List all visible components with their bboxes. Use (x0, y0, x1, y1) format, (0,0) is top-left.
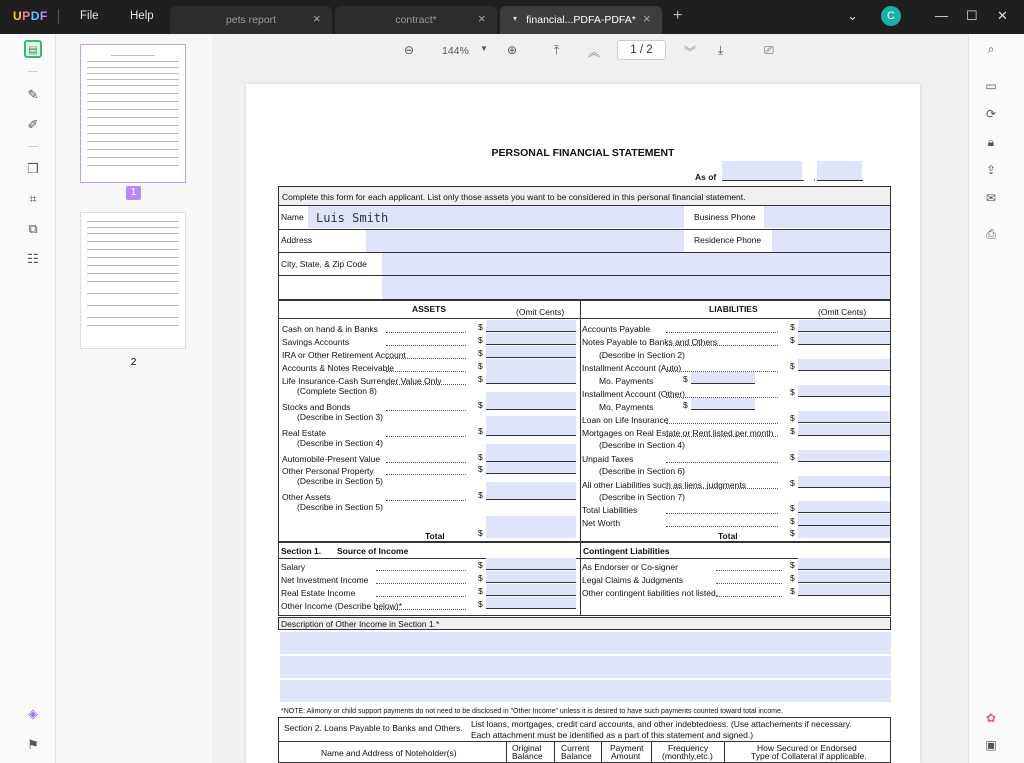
col-current: Current (561, 743, 590, 753)
liability-4: Mo. Payments (599, 376, 654, 386)
dotted-leader (666, 345, 778, 346)
contingent-1-field[interactable] (798, 571, 890, 583)
asset-2-field[interactable] (486, 346, 576, 358)
liability-12-field[interactable] (798, 476, 890, 488)
description-line-1[interactable] (280, 632, 891, 654)
crop-icon[interactable]: ⌗ (29, 191, 37, 206)
section1-label: Section 1. (281, 546, 322, 556)
income-1-field[interactable] (486, 571, 576, 583)
last-page-icon[interactable]: ⤓ (718, 43, 724, 57)
dotted-leader (386, 410, 466, 411)
dollar-sign: $ (790, 426, 795, 436)
dotted-leader (666, 436, 778, 437)
pdf-page: PERSONAL FINANCIAL STATEMENT As of , Complete this form for each applicant. List only those assets you want to be considered in this personal financial statement. Name Luis Smith Business Phone Address Residence Phone City, State, & Zip Code ASSETS (Omit Cents) LIABILITIES (Omit Cents) Total $ Total $ Section 1. Source of Income Contingent Liabilities Description of Other Income in Section 1.* *NOTE: Alimony or child support payments do not need to be disclosed in "Other Income" unless it is desired to have such payments counted toward total income. Section 2. Loans Payable to Banks and Others. List loans, mortgages, credit card accounts, and other indebtedness. (Use attachements if necessary. Each attachment must be identified as a part of this statement and signed.) Name and Address of Noteholder(s) Original Balance Current Balance Payment Amount Frequency (monthly,etc.) How Secured or Endorsed Type of Collateral if applicable. Cash on hand & in Banks $ Savings Accounts $ IRA or Other Retirement Account $ Accounts & Notes Receivable $ Life Insurance-Cash Surrender Value Only $ (Complete Section 8) Stocks and Bonds $ (Describe in Section 3) Real Estate $ (Describe in Section 4) Automobile-Present Value $ Other Personal Property $ (Describe in Section 5) Other Assets $ (Describe in Section 5) Accounts Payable $ Notes Payable to Banks and Others $ (Describe in Section 2) Installment Account (Auto) $ Mo. Payments $ Installment Account (Other) $ Mo. Payments $ Loan on Life Insurance $ Mortgages on Real Estate or Rent listed per month $ (Describe in Section 4) Unpaid Taxes $ (Describe in Section 6) All other Liabilities such as liens, judgments $ (Describe in Section 7) Total Liabilities $ Net Worth $ Salary $ Net Investment Income $ Real Estate Income $ Other Income (Describe below)* $ As Endorser or Co-signer $ Legal Claims & Judgments $ Other contingent liabilities not listed. $ (246, 84, 920, 763)
total-assets-label: Total (425, 531, 445, 541)
dotted-leader (666, 488, 778, 489)
liability-10: Unpaid Taxes (582, 454, 634, 464)
protect-icon[interactable]: 🔒︎ (987, 135, 995, 149)
asset-8-field[interactable] (486, 416, 576, 436)
total-assets-field[interactable] (486, 516, 576, 538)
tab-contract[interactable] (335, 6, 497, 34)
dotted-leader (376, 596, 466, 597)
residence-phone-field[interactable] (772, 230, 890, 252)
asset-10-field[interactable] (486, 444, 576, 462)
left-toolbar (0, 34, 56, 763)
liability-0-field[interactable] (798, 320, 890, 332)
dollar-sign: $ (478, 426, 483, 436)
omit-cents-liabilities: (Omit Cents) (818, 307, 867, 317)
right-toolbar (968, 34, 1024, 763)
liability-1: Notes Payable to Banks and Others (582, 337, 718, 347)
reader-icon[interactable]: ▤ (24, 40, 42, 58)
dotted-leader (716, 583, 782, 584)
dollar-sign: $ (478, 490, 483, 500)
dotted-leader (666, 462, 778, 463)
tab-menu-icon[interactable]: ▾ (513, 14, 518, 23)
total-field[interactable] (798, 524, 890, 538)
zoom-out-icon[interactable]: ⊖ (404, 43, 415, 57)
asset-6: Stocks and Bonds (282, 402, 351, 412)
section2-label: Section 2. Loans Payable to Banks and Others. (284, 723, 463, 733)
liability-6-field[interactable] (691, 398, 755, 410)
city-field[interactable] (382, 253, 890, 275)
total-liabilities-label: Total (718, 531, 738, 541)
liability-12: All other Liabilities such as liens, judgments (582, 480, 746, 490)
liability-14-field[interactable] (798, 501, 890, 513)
tab-pets-report[interactable] (170, 6, 332, 34)
income-0-field[interactable] (486, 558, 576, 570)
dollar-sign: $ (790, 560, 795, 570)
liability-15-field[interactable] (798, 514, 890, 526)
asset-11-field[interactable] (486, 462, 576, 474)
dollar-sign: $ (790, 516, 795, 526)
description-label: Description of Other Income in Section 1.* (281, 619, 440, 629)
dollar-sign: $ (790, 361, 795, 371)
asset-4: Life Insurance-Cash Surrender Value Only (282, 376, 442, 386)
maximize-icon[interactable]: ☐ (966, 8, 978, 23)
dollar-sign: $ (478, 335, 483, 345)
dotted-leader (376, 570, 466, 571)
residence-phone-label: Residence Phone (694, 235, 762, 245)
liability-3-field[interactable] (798, 359, 890, 371)
bookmark-icon[interactable]: ⚑ (27, 737, 39, 752)
close-icon[interactable]: × (643, 11, 651, 26)
contingent-label: Contingent Liabilities (583, 546, 670, 556)
asset-11: Other Personal Property (282, 466, 374, 476)
col-payment: Payment (610, 743, 644, 753)
dollar-sign: $ (790, 387, 795, 397)
dollar-sign: $ (478, 348, 483, 358)
dollar-sign: $ (790, 586, 795, 596)
updf-logo: UPDF (13, 9, 48, 23)
dollar-sign: $ (790, 503, 795, 513)
contingent-0-field[interactable] (798, 558, 890, 570)
menu-help[interactable]: Help (130, 10, 154, 22)
save-icon[interactable]: ⎙ (986, 227, 996, 241)
layers-icon[interactable]: ◈ (28, 706, 38, 721)
dotted-leader (376, 609, 466, 610)
income-0: Salary (281, 562, 306, 572)
dollar-sign: $ (478, 464, 483, 474)
col-payment-2: Amount (611, 751, 641, 761)
dollar-sign: $ (478, 374, 483, 384)
search-icon[interactable]: ⌕ (987, 42, 995, 56)
liability-7: Loan on Life Insurance (582, 415, 669, 425)
asset-0-field[interactable] (486, 320, 576, 332)
page-thumbnail-2[interactable] (80, 212, 186, 349)
asset-4-field[interactable] (486, 370, 576, 384)
dotted-leader (666, 526, 778, 527)
as-of-label: As of (695, 172, 717, 182)
contingent-0: As Endorser or Co-signer (582, 562, 678, 572)
liability-1-field[interactable] (798, 333, 890, 345)
dollar-sign: $ (478, 560, 483, 570)
as-of-year-field[interactable] (817, 161, 862, 180)
liability-3: Installment Account (Auto) (582, 363, 682, 373)
title-bar (0, 0, 1024, 34)
presentation-icon[interactable]: ⎚ (764, 43, 774, 57)
page-number-1: 1 (126, 186, 141, 200)
dotted-leader (666, 423, 778, 424)
col-frequency: Frequency (668, 743, 709, 753)
income-3: Other Income (Describe below)* (281, 601, 402, 611)
note-text: *NOTE: Alimony or child support payments do not need to be disclosed in "Other Income" unless it is desired to have such payments counted toward total income. (281, 708, 783, 715)
asset-13: Other Assets (282, 492, 331, 502)
section2-desc-1: List loans, mortgages, credit card accounts, and other indebtedness. (Use attachements if necessary. (471, 719, 852, 729)
comment-icon[interactable]: ✎ (27, 87, 39, 102)
page-indicator[interactable]: 1 / 2 (617, 40, 666, 60)
instruction-text: Complete this form for each applicant. List only those assets you want to be considered in this personal financial statement. (282, 192, 746, 202)
dotted-leader (386, 345, 466, 346)
tools-icon[interactable]: ⧉ (28, 221, 38, 236)
contingent-1: Legal Claims & Judgments (582, 575, 684, 585)
toolbar-divider (28, 146, 38, 147)
address-label: Address (281, 235, 313, 245)
dollar-sign: $ (478, 361, 483, 371)
next-page-icon[interactable]: ︾ (684, 45, 697, 59)
business-phone-label: Business Phone (694, 212, 756, 222)
dotted-leader (666, 513, 778, 514)
liability-5-field[interactable] (798, 385, 890, 397)
new-tab-icon[interactable]: + (673, 7, 683, 24)
dotted-leader (376, 583, 466, 584)
col-original-2: Balance (512, 751, 543, 761)
col-noteholder: Name and Address of Noteholder(s) (321, 748, 457, 758)
asset-6-field[interactable] (486, 392, 576, 410)
first-page-icon[interactable]: ⤒ (554, 43, 560, 57)
dollar-sign: $ (478, 452, 483, 462)
tab-label: financial...PDFA-PDFA* (526, 14, 636, 26)
col-current-2: Balance (561, 751, 592, 761)
income-1: Net Investment Income (281, 575, 369, 585)
assets-header: ASSETS (412, 304, 447, 314)
zoom-level[interactable]: 144% (442, 45, 469, 57)
address-field[interactable] (366, 230, 684, 252)
contingent-2: Other contingent liabilities not listed. (582, 588, 719, 598)
asset-8: Real Estate (282, 428, 326, 438)
liability-6: Mo. Payments (599, 402, 654, 412)
liability-4-field[interactable] (691, 372, 755, 384)
asset-3: Accounts & Notes Receivable (282, 363, 394, 373)
dotted-leader (386, 358, 466, 359)
liability-5: Installment Account (Other) (582, 389, 685, 399)
col-frequency-2: (monthly,etc.) (662, 751, 713, 761)
liabilities-header: LIABILITIES (709, 304, 758, 314)
tab-label: pets report (225, 14, 277, 26)
convert-icon[interactable]: ⟳ (985, 107, 997, 121)
liability-7-field[interactable] (798, 411, 890, 423)
title-separator (58, 9, 59, 24)
toolbar-divider (28, 71, 38, 72)
income-2: Real Estate Income (281, 588, 356, 598)
asset-14: (Describe in Section 5) (297, 502, 383, 512)
dollar-sign: $ (478, 400, 483, 410)
description-line-2[interactable] (280, 656, 891, 678)
dollar-sign: $ (790, 413, 795, 423)
dotted-leader (386, 474, 466, 475)
business-phone-field[interactable] (764, 206, 890, 228)
description-line-3[interactable] (280, 680, 891, 702)
dotted-leader (666, 332, 778, 333)
dotted-leader (386, 371, 466, 372)
liability-15: Net Worth (582, 518, 621, 528)
city-field-2[interactable] (382, 276, 890, 299)
chevron-down-icon[interactable]: ⌄ (847, 8, 858, 23)
asset-12: (Describe in Section 5) (297, 476, 383, 486)
liability-10-field[interactable] (798, 450, 890, 462)
ai-assistant-icon[interactable]: ✿ (985, 711, 997, 725)
asset-1-field[interactable] (486, 333, 576, 345)
form-title: PERSONAL FINANCIAL STATEMENT (491, 147, 675, 159)
share-icon[interactable]: ⇪ (985, 163, 997, 177)
page-thumbnail-1[interactable] (80, 44, 186, 183)
dotted-leader (386, 500, 466, 501)
col-original: Original (512, 743, 542, 753)
email-icon[interactable]: ✉ (985, 191, 997, 205)
section2-desc-2: Each attachment must be identified as a part of this statement and signed.) (471, 730, 754, 740)
zoom-in-icon[interactable]: ⊕ (507, 43, 518, 57)
tab-financial[interactable] (500, 6, 662, 34)
dotted-leader (716, 570, 782, 571)
income-2-field[interactable] (486, 584, 576, 596)
minimize-icon[interactable]: — (935, 8, 948, 23)
liability-9: (Describe in Section 4) (599, 440, 685, 450)
close-window-icon[interactable]: ✕ (997, 8, 1008, 23)
dollar-sign: $ (790, 322, 795, 332)
dotted-leader (386, 332, 466, 333)
chat-icon[interactable]: ▣ (985, 738, 997, 752)
asset-7: (Describe in Section 3) (297, 412, 383, 422)
asset-2: IRA or Other Retirement Account (282, 350, 406, 360)
dollar-sign: $ (683, 400, 688, 410)
liability-0: Accounts Payable (582, 324, 651, 334)
dotted-leader (386, 462, 466, 463)
contingent-2-field[interactable] (798, 584, 890, 596)
dollar-sign: $ (478, 573, 483, 583)
zoom-dropdown-icon[interactable]: ▼ (480, 44, 488, 53)
ocr-icon[interactable]: ▭ (985, 79, 997, 93)
asset-5: (Complete Section 8) (297, 386, 377, 396)
liability-8-field[interactable] (798, 424, 890, 436)
dotted-leader (386, 384, 466, 385)
avatar[interactable]: C (881, 6, 901, 26)
close-icon[interactable]: × (478, 11, 486, 26)
previous-page-icon[interactable]: ︽ (588, 45, 601, 59)
dollar-sign: $ (790, 452, 795, 462)
form-icon[interactable]: ☷ (27, 251, 39, 266)
dotted-leader (716, 596, 782, 597)
col-secured-2: Type of Collateral if applicable. (751, 751, 867, 761)
asset-0: Cash on hand & in Banks (282, 324, 378, 334)
dotted-leader (386, 436, 466, 437)
asset-9: (Describe in Section 4) (297, 438, 383, 448)
close-icon[interactable]: × (313, 11, 321, 26)
page-number-2: 2 (130, 357, 137, 368)
liability-11: (Describe in Section 6) (599, 466, 685, 476)
asset-10: Automobile-Present Value (282, 454, 381, 464)
liability-8: Mortgages on Real Estate or Rent listed per month (582, 428, 774, 438)
dollar-sign: $ (478, 586, 483, 596)
dollar-sign: $ (790, 528, 795, 538)
liability-2: (Describe in Section 2) (599, 350, 685, 360)
omit-cents-assets: (Omit Cents) (516, 307, 565, 317)
asset-13-field[interactable] (486, 482, 576, 500)
liability-14: Total Liabilities (582, 505, 638, 515)
menu-file[interactable]: File (80, 10, 99, 22)
name-label: Name (281, 212, 304, 222)
as-of-date-field[interactable] (722, 161, 802, 180)
name-value: Luis Smith (316, 211, 389, 225)
income-3-field[interactable] (486, 597, 576, 609)
dollar-sign: $ (790, 335, 795, 345)
dollar-sign: $ (478, 599, 483, 609)
dollar-sign: $ (683, 374, 688, 384)
tab-label: contract* (395, 14, 437, 26)
dollar-sign: $ (478, 322, 483, 332)
organize-pages-icon[interactable]: ❐ (27, 161, 39, 176)
edit-pdf-icon[interactable]: ✐ (27, 117, 39, 132)
dollar-sign: $ (790, 478, 795, 488)
city-label: City, State, & Zip Code (281, 259, 367, 269)
source-income-label: Source of Income (337, 546, 409, 556)
col-secured: How Secured or Endorsed (757, 743, 857, 753)
asset-1: Savings Accounts (282, 337, 350, 347)
dollar-sign: $ (790, 573, 795, 583)
dollar-sign: $ (478, 528, 483, 538)
liability-13: (Describe in Section 7) (599, 492, 685, 502)
